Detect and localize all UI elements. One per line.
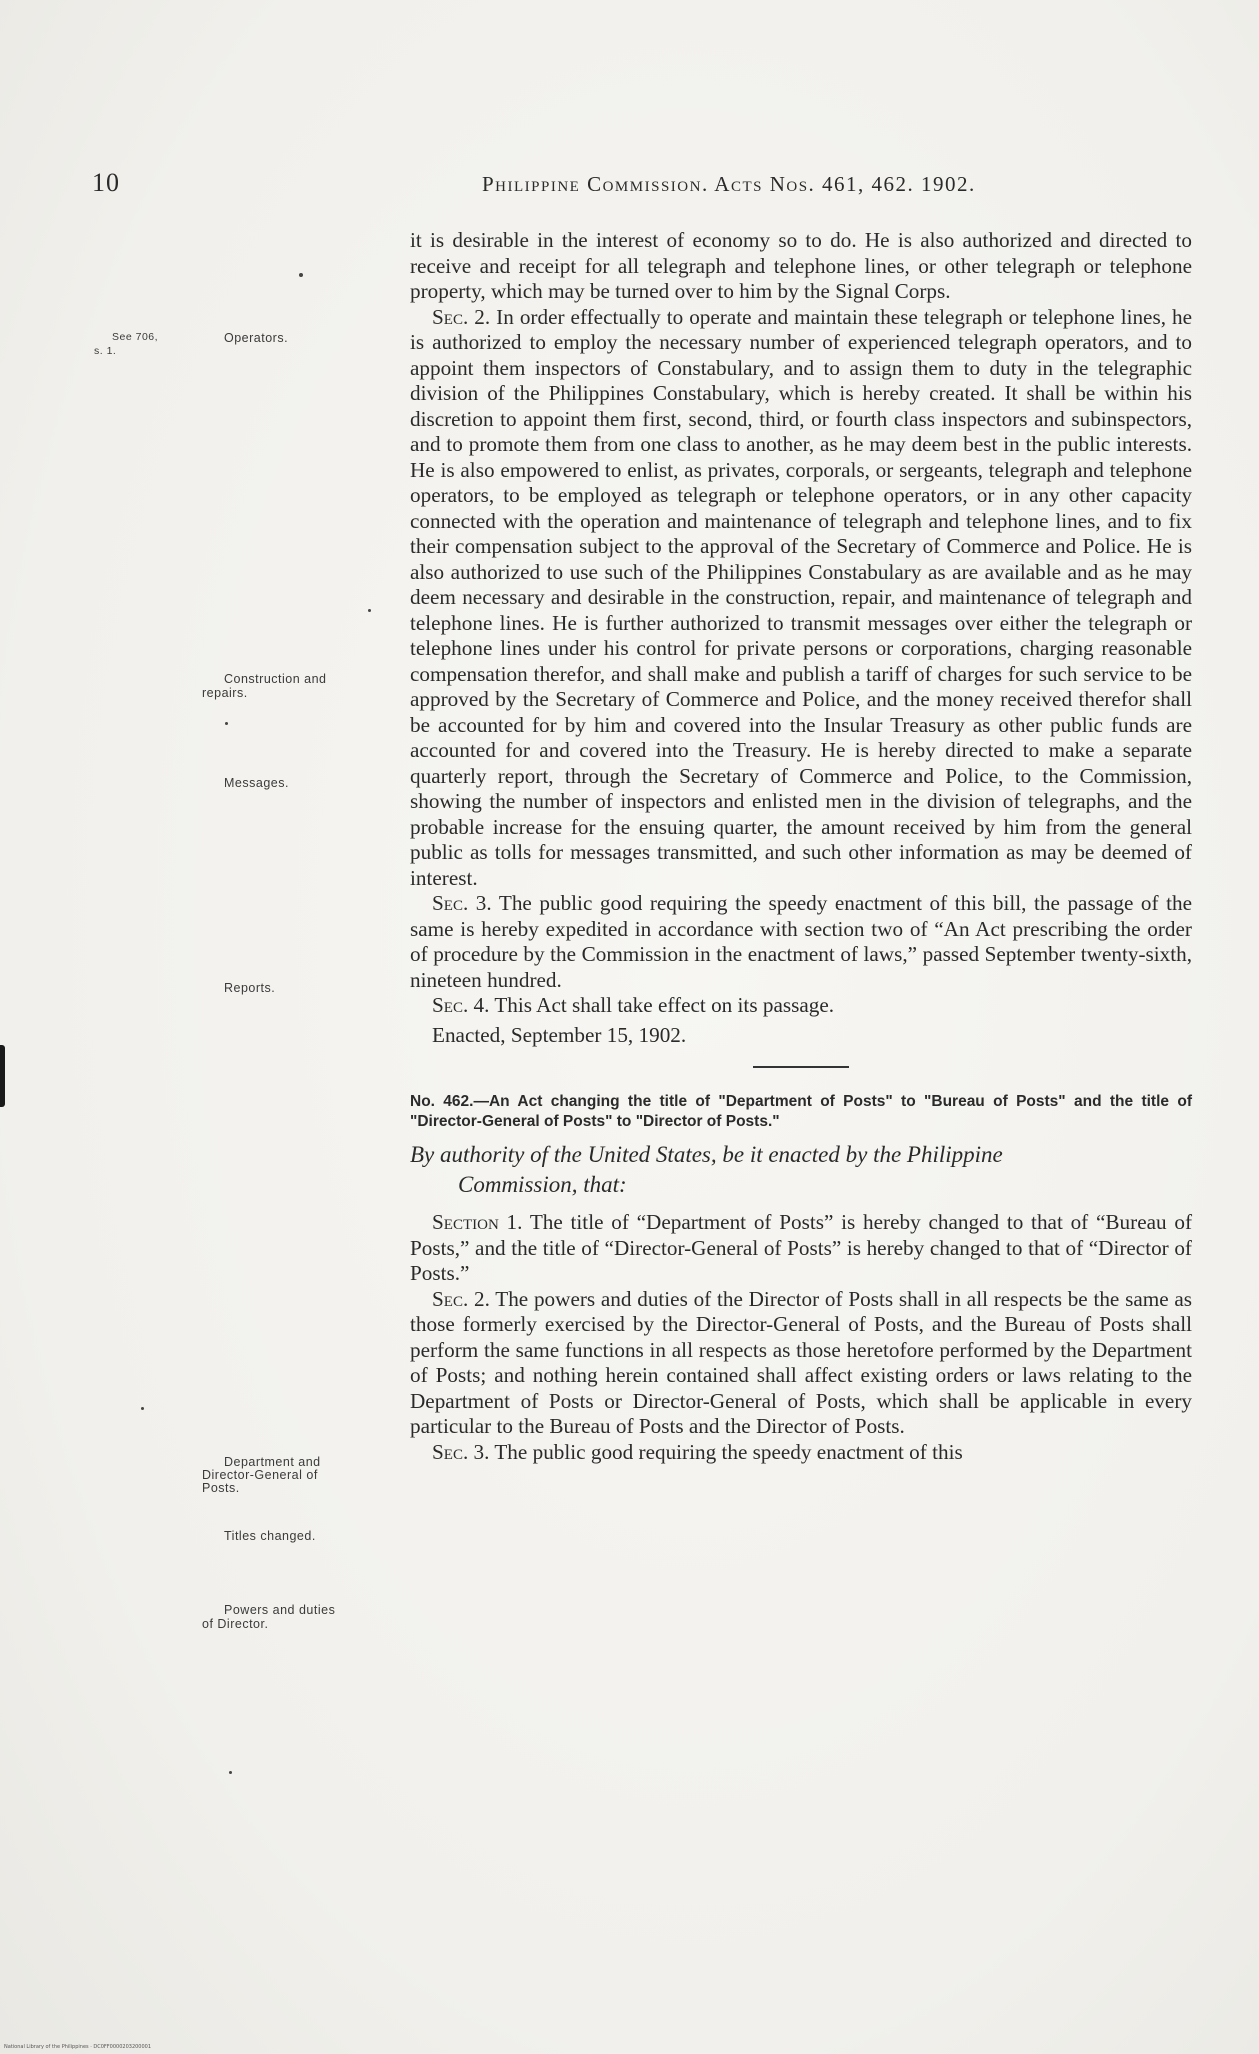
section-text: The powers and duties of the Director of Posts shall in all respects be the same as those formerly exercised by the Director-General of Posts, and the Bureau of Posts shall perform the same functions in all respects as those heretofore performed by the Department of Posts; and nothing herein contained shall affect existing orders or laws relating to the Department of Posts or Director-General of Posts, which shall be applicable in every particular to the Bureau of Posts and the Director of Posts. [410,1286,1193,1438]
scan-edge-mark [0,1045,5,1107]
margin-note-department-3: Posts. [202,1481,240,1495]
enacting-clause-line-1: By authority of the United States, be it enacted by the Philippine [410,1142,1003,1167]
page-header [92,168,1199,208]
act-462-section-1 [410,1210,1192,1287]
section-text: The title of “Department of Posts” is hereby changed to that of “Bureau of Posts,” and the title of “Director-General of Posts” is hereby changed to that of “Director of Posts.” [410,1210,1193,1285]
act-461-enacted: Enacted, September 15, 1902. [432,1022,687,1047]
section-text: The public good requiring the speedy enactment of this bill, the passage of the same is hereby expedited in accordance with section two of “An Act prescribing the order of procedure by the Commission in the enactment of laws,” passed September twenty-sixth, nineteen hundred. [410,891,1192,992]
section-text: The public good requiring the speedy enactment of this [494,1439,963,1464]
section-label: Sec. 2. [432,304,491,329]
speck-mark [141,1407,144,1410]
act-461-section-4 [410,993,1192,1019]
margin-note-operators: Operators. [224,331,289,345]
speck-mark [225,722,228,725]
enacting-clause-line-2: Commission, that: [458,1172,627,1197]
section-label: Sec. 3. [432,1439,490,1464]
margin-note-messages: Messages. [224,776,289,790]
speck-mark [299,273,303,277]
speck-mark [368,609,371,612]
speck-mark [229,1771,232,1774]
margin-note-department: Department and [224,1455,321,1469]
section-divider [753,1066,849,1068]
margin-note-section-ref: See 706, [112,331,159,343]
margin-note-titles: Titles changed. [224,1529,316,1543]
act-462-section-3 [410,1440,1192,1466]
margin-note-department-2: Director-General of [202,1468,318,1482]
margin-note-powers-2: of Director. [202,1617,269,1631]
act-461-section-3 [410,891,1192,993]
margin-note-powers: Powers and duties [224,1603,336,1617]
act-461-continuation: it is desirable in the interest of economy so to do. He is also authorized and directed to receive and receipt for all telegraph and telephone lines, or other telegraph or telephone property, which may be turned over to him by the Signal Corps. [410,228,1192,303]
section-label: Sec. 3. [432,891,492,915]
section-label: Sec. 4. [432,993,490,1017]
page-number: 10 [92,168,120,197]
running-head: Philippine Commission. Acts Nos. 461, 462. 1902. [482,172,976,196]
margin-note-section-ref-2: s. 1. [94,345,117,357]
act-462-section-2 [410,1287,1192,1440]
margin-note-construction-2: repairs. [202,686,248,700]
section-text: In order effectually to operate and maintain these telegraph or telephone lines, he is authorized to employ the necessary number of experienced telegraph operators, and to appoint them inspectors of Constabulary, and to assign them to duty in the telegraphic division of the Philippines Constabulary, which is hereby created. It shall be within his discretion to appoint them first, second, third, or fourth class inspectors and subinspectors, and to promote them from one class to another, as he may deem best in the public interests. He is also empowered to enlist, as privates, corporals, or sergeants, telegraph and telephone operators, to be employed as telegraph or telephone operators, or in any other capacity connected with the operation and maintenance of telegraph and telephone lines, and to fix their compensation subject to the approval of the Secretary of Commerce and Police. He is also authorized to use such of the Philippines Constabulary as are available and as he may deem necessary and desirable in the construction, repair, and maintenance of telegraph and telephone lines. He is further authorized to transmit messages over either the telegraph or telephone lines under his control for private persons or corporations, charging reasonable compensation therefor, and shall make and publish a tariff of charges for such service to be approved by the Secretary of Commerce and Police, and the money received therefor shall be accounted for by him and covered into the Insular Treasury as other public funds are accounted for and covered into the Treasury. He is hereby directed to make a separate quarterly report, through the Secretary of Commerce and Police, to the Commission, showing the number of inspectors and enlisted men in the division of telegraphs, and the probable increase for the ensuing quarter, the amount received by him from the general public as tolls for messages transmitted, and such other information as may be deemed of interest. [410,304,1193,890]
scan-credit: National Library of the Philippines · DC0FF0000203200001 [4,2044,152,2050]
body-text [410,228,1192,1465]
act-461-section-2 [410,305,1192,892]
section-label: Sec. 2. [432,1286,490,1311]
section-label: Section 1. [432,1210,523,1234]
section-text: This Act shall take effect on its passage. [494,993,835,1017]
act-462-title: No. 462.—An Act changing the title of "Department of Posts" to "Bureau of Posts" and the title of "Director-General of Posts" to "Director of Posts." [410,1093,1192,1130]
margin-note-construction: Construction and [224,672,327,686]
enacting-clause [410,1140,1192,1200]
margin-note-reports: Reports. [224,981,276,995]
